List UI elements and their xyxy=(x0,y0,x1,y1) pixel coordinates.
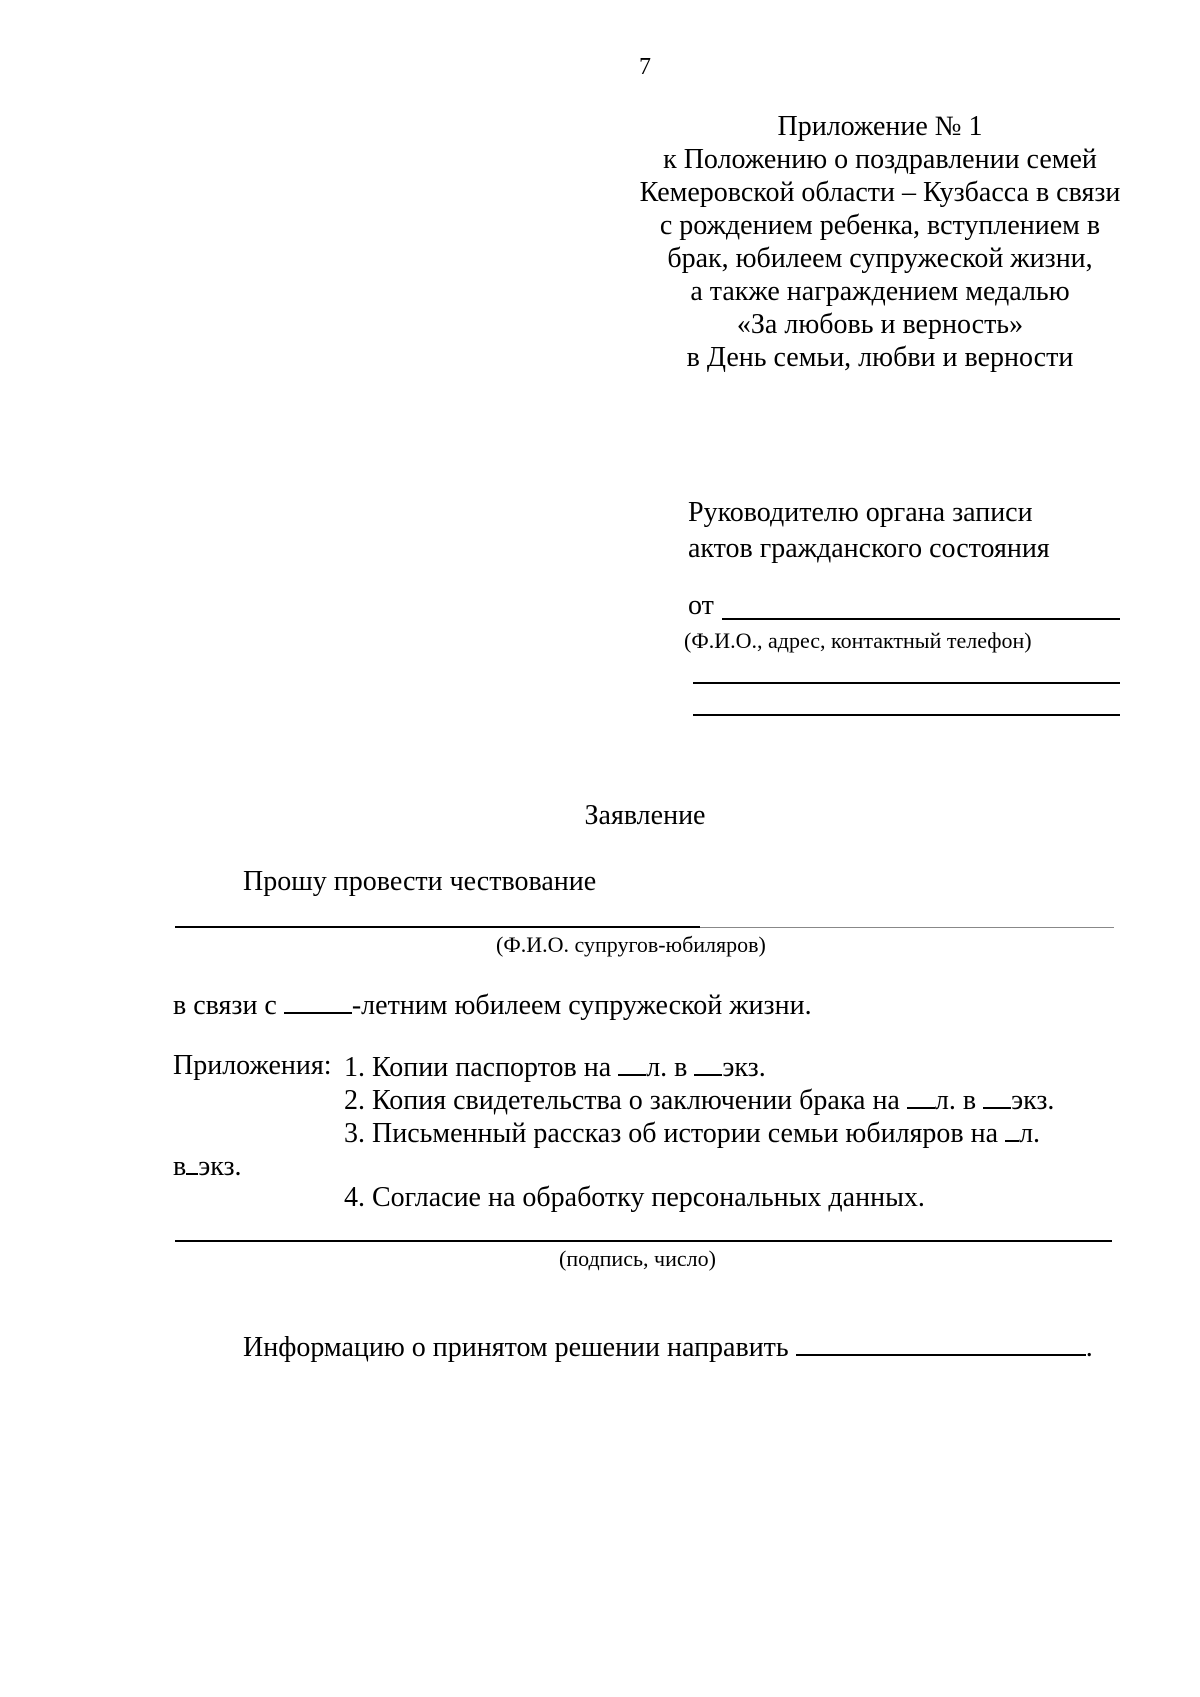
page-number: 7 xyxy=(639,54,651,80)
appendix-line: в День семьи, любви и верности xyxy=(686,342,1074,373)
signature-input-line[interactable] xyxy=(175,1240,1112,1242)
item3-cont-b: экз. xyxy=(198,1151,242,1182)
from-input-line-2[interactable] xyxy=(693,682,1120,684)
anniversary-suffix: -летним юбилеем супружеской жизни. xyxy=(351,990,812,1021)
appendix-line: «За любовь и верность» xyxy=(736,309,1024,340)
item3-text-b: л. xyxy=(1019,1118,1041,1149)
item3-copies-blank[interactable] xyxy=(186,1149,198,1175)
spouses-caption: (Ф.И.О. супругов-юбиляров) xyxy=(496,932,766,957)
spouses-input-line-ext xyxy=(700,927,1114,928)
request-text: Прошу провести чествование xyxy=(243,866,597,897)
item3-text-a: 3. Письменный рассказ об истории семьи юбиляров на xyxy=(344,1118,999,1149)
signature-caption: (подпись, число) xyxy=(559,1246,716,1271)
spouses-input-line[interactable] xyxy=(175,926,700,928)
item1-copies-blank[interactable] xyxy=(694,1050,722,1076)
from-input-line[interactable] xyxy=(722,618,1120,620)
appendix-line: к Положению о поздравлении семей xyxy=(663,144,1097,175)
attachment-item-1 xyxy=(344,1050,766,1084)
anniversary-prefix: в связи с xyxy=(173,990,277,1021)
attachment-item-3-cont xyxy=(173,1149,242,1183)
years-blank[interactable] xyxy=(284,988,352,1014)
item1-pages-blank[interactable] xyxy=(618,1050,646,1076)
info-destination-blank[interactable] xyxy=(796,1330,1086,1356)
addressee-line-2: актов гражданского состояния xyxy=(688,533,1050,564)
attachment-item-4: 4. Согласие на обработку персональных данных. xyxy=(344,1182,925,1213)
appendix-line: Приложение № 1 xyxy=(777,111,983,142)
document-title: Заявление xyxy=(584,800,706,831)
item2-copies-blank[interactable] xyxy=(983,1083,1011,1109)
attachments-label: Приложения: xyxy=(173,1050,332,1081)
item2-text-c: экз. xyxy=(1011,1085,1055,1116)
info-line xyxy=(243,1330,1093,1364)
attachment-item-3 xyxy=(344,1116,1040,1150)
addressee-block xyxy=(688,495,1050,567)
info-text: Информацию о принятом решении направить xyxy=(243,1332,789,1363)
item1-text-a: 1. Копии паспортов на xyxy=(344,1052,612,1083)
appendix-header xyxy=(620,110,1140,374)
item2-text-a: 2. Копия свидетельства о заключении брака на xyxy=(344,1085,900,1116)
item3-cont-a: в xyxy=(173,1151,187,1182)
item2-pages-blank[interactable] xyxy=(907,1083,935,1109)
appendix-line: а также награждением медалью xyxy=(690,276,1070,307)
appendix-line: Кемеровской области – Кузбасса в связи xyxy=(639,177,1121,208)
appendix-line: брак, юбилеем супружеской жизни, xyxy=(667,243,1093,274)
item3-pages-blank[interactable] xyxy=(1005,1116,1019,1142)
item2-text-b: л. в xyxy=(934,1085,977,1116)
anniversary-line xyxy=(173,988,812,1022)
from-caption: (Ф.И.О., адрес, контактный телефон) xyxy=(684,628,1032,653)
from-input-line-3[interactable] xyxy=(693,714,1120,716)
info-end: . xyxy=(1085,1332,1093,1363)
appendix-line: с рождением ребенка, вступлением в xyxy=(659,210,1101,241)
item1-text-c: экз. xyxy=(722,1052,766,1083)
addressee-line-1: Руководителю органа записи xyxy=(688,497,1033,528)
item1-text-b: л. в xyxy=(646,1052,688,1083)
attachment-item-2 xyxy=(344,1083,1054,1117)
from-label: от xyxy=(688,590,714,621)
